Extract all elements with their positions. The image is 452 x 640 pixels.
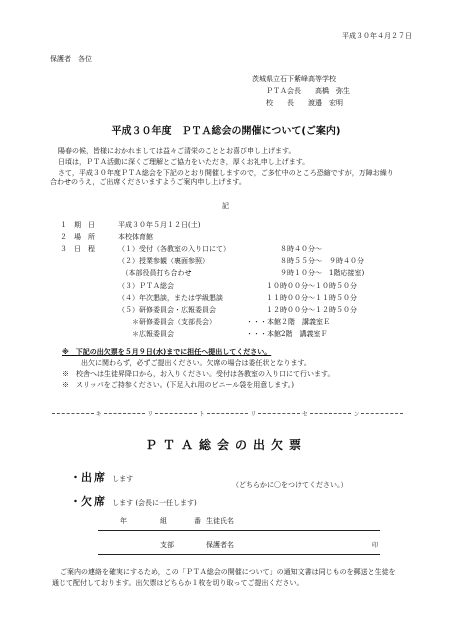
body-line-1: 陽春の候，皆様におかれましては益々ご清栄のこととお喜び申し上げます。: [58, 147, 296, 155]
principal: 校 長 渡邉 宏明: [266, 99, 343, 107]
number-label: 番: [194, 517, 201, 525]
year-label: 年: [120, 517, 127, 525]
schedule-row-1: （１）受付（各教室の入り口にて）: [118, 245, 230, 253]
absent-option[interactable]: ・欠席 します (会長に一任します): [70, 495, 197, 508]
schedule-time-3: １０時００分～１０時５０分: [266, 282, 357, 290]
schedule-row-3: （３）ＰＴＡ総会: [118, 282, 174, 290]
class-label: 組: [160, 517, 167, 525]
place-label: ２ 場 所: [60, 233, 95, 241]
addressee: 保護者 各位: [50, 55, 92, 63]
pta-president: ＰＴＡ会長 高橋 弥生: [266, 87, 350, 95]
schedule-row-2: （２）授業参観（裏面参照）: [118, 257, 209, 265]
sub-committee-1: ＊研修委員会（支部長会）: [132, 318, 216, 326]
schedule-row-2b: （本部役員打ち合わせ: [118, 269, 192, 277]
body-line-3: さて，平成３０年度ＰＴＡ総会を下記のとおり開催しますので，ご多忙中のところ恐縮ですが，万障お繰り合わせのうえ，ご出席くださいますようご案内申し上げます。: [50, 169, 394, 186]
guardian-info-line[interactable]: [98, 542, 380, 555]
cut-line: [50, 408, 405, 418]
cut-char: キ: [95, 410, 102, 418]
branch-label: 支部: [160, 541, 174, 549]
ki-heading: 記: [222, 202, 229, 210]
note-submit-detail: 出欠に関わらず，必ずご提出ください。欠席の場合は委任状となります。: [81, 359, 311, 367]
choice-hint: （どちらかに〇をつけてください。）: [232, 481, 348, 489]
document-date: 平成３０年４月２７日: [342, 32, 412, 40]
guardian-name-label: 保護者名: [206, 541, 234, 549]
cut-char: リ: [147, 410, 154, 418]
sub-committee-2: ＊広報委員会: [132, 330, 174, 338]
note-entrance: ※ 校舎へは生徒昇降口から，お入りください。受付は各教室の入り口にて行います。: [62, 370, 335, 378]
sub-committee-1-place: ・・・本館２階 講義室Ｅ: [246, 318, 330, 326]
schedule-label: ３ 日 程: [60, 245, 95, 253]
schedule-time-4: １１時００分～１１時５０分: [266, 294, 357, 302]
schedule-time-1: ８時４０分～: [280, 245, 322, 253]
note-slippers: ※ スリッパをご持参ください。(下足入れ用のビニール袋を用意します。): [62, 381, 294, 389]
body-line-2: 日頃は，ＰＴＡ活動に深くご理解とご協力をいただき，厚くお礼申し上げます。: [58, 158, 310, 166]
schedule-time-2b: ９時１０分～ 1階応接室): [280, 269, 365, 277]
student-name-label: 生徒氏名: [206, 517, 234, 525]
attend-suffix: します: [112, 475, 134, 483]
schedule-row-5: （５）研修委員会・広報委員会: [118, 306, 216, 314]
date-label: １ 期 日: [60, 221, 95, 229]
sub-committee-2-place: ・・・本館2階 講義室Ｆ: [246, 330, 328, 338]
attend-option[interactable]: ・出席 します: [70, 471, 134, 484]
absent-suffix: します (会長に一任します): [112, 499, 197, 507]
seal-mark: 印: [372, 542, 379, 549]
absent-word: 欠席: [81, 495, 107, 508]
student-info-line[interactable]: [98, 518, 380, 531]
cut-char: セ: [301, 410, 308, 418]
footer-note: ご案内の連絡を確実にするため，この「ＰＴＡ総会の開催について」の通知文書は同じものを郵送と生徒を通じて配付しております。出欠票はどちらか１枚を切り取ってご提出ください。: [52, 568, 396, 587]
attend-word: 出席: [81, 471, 107, 484]
note-submit-deadline: ※ 下記の出欠票を５月９日(水)までに担任へ提出してください。: [62, 348, 272, 356]
cut-char: ト: [198, 410, 205, 418]
schedule-time-5: １２時００分～１２時５０分: [266, 306, 357, 314]
cut-char: ン: [353, 410, 360, 418]
place-value: 本校体育館: [118, 233, 153, 241]
school-name: 茨城県立石下紫峰高等学校: [252, 75, 336, 83]
form-title: ＰＴＡ総会の出欠票: [144, 438, 307, 452]
date-value: 平成３０年５月１２日(土): [118, 221, 201, 229]
schedule-time-2: ８時５５分～ ９時４０分: [280, 257, 364, 265]
document-title: 平成３０年度 ＰＴＡ総会の開催について(ご案内): [111, 126, 341, 137]
schedule-row-4: （４）年次懇談，または学級懇談: [118, 294, 223, 302]
cut-char: リ: [250, 410, 257, 418]
